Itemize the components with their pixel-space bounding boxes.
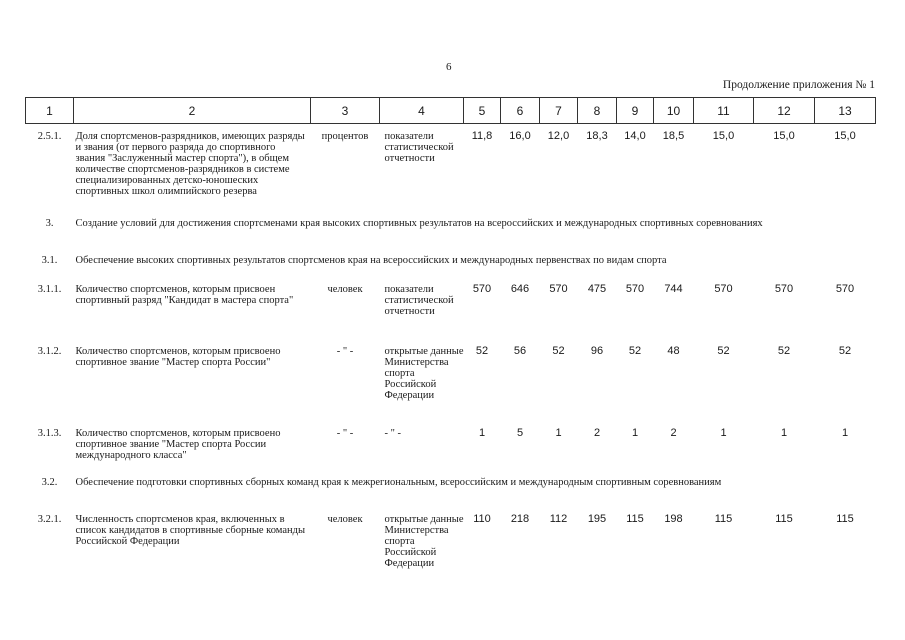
column-number-header: 13 — [815, 98, 876, 124]
indicator-value: 5 — [516, 426, 524, 439]
data-source: открытые данные Министерства спорта Российской Федерации — [384, 345, 464, 401]
indicator-value: 198 — [664, 512, 683, 525]
data-source: открытые данные Министерства спорта Российской Федерации — [384, 513, 464, 569]
table-header-row — [26, 98, 876, 124]
row-code: 3.2.1. — [37, 513, 62, 525]
column-number-header: 9 — [617, 98, 654, 124]
indicator-value: 115 — [836, 512, 854, 525]
indicator-value: 52 — [628, 344, 642, 357]
indicator-value: 570 — [774, 282, 794, 295]
unit-of-measure: человек — [327, 283, 363, 295]
indicator-value: 15,0 — [712, 130, 735, 142]
table-body — [26, 124, 876, 594]
indicator-value: 475 — [587, 282, 607, 295]
indicator-value: 1 — [478, 426, 486, 439]
row-code: 3.1.2. — [37, 345, 62, 357]
indicator-value: 15,0 — [834, 130, 856, 142]
section-row — [26, 477, 876, 514]
indicator-value: 570 — [714, 282, 733, 295]
indicator-value: 195 — [587, 512, 607, 525]
column-number-header: 5 — [464, 98, 501, 124]
unit-of-measure: человек — [327, 513, 363, 525]
indicator-value: 115 — [775, 512, 793, 525]
indicator-value: 52 — [717, 344, 730, 357]
appendix-table-container — [25, 97, 875, 594]
indicator-row — [26, 514, 876, 594]
column-number-header: 2 — [74, 98, 311, 124]
indicator-value: 52 — [475, 344, 489, 357]
indicator-value: 96 — [590, 344, 604, 357]
column-number-header: 10 — [654, 98, 694, 124]
unit-of-measure: - " - — [336, 427, 354, 439]
indicator-value: 570 — [625, 282, 645, 295]
section-row — [26, 255, 876, 284]
column-number-header: 1 — [26, 98, 74, 124]
indicator-row — [26, 428, 876, 477]
indicator-value: 1 — [720, 426, 727, 439]
column-number-header: 7 — [540, 98, 578, 124]
indicator-value: 52 — [838, 344, 852, 357]
row-code: 2.5.1. — [37, 131, 62, 142]
section-title: Обеспечение высоких спортивных результатов спортсменов края на всероссийских и международных первенствах по видам спорта — [75, 254, 667, 266]
indicator-value: 16,0 — [509, 130, 531, 142]
indicator-value: 570 — [549, 282, 568, 295]
section-title: Создание условий для достижения спортсменами края высоких спортивных результатов на всероссийских и международных спортивных соревнованиях — [75, 217, 763, 229]
indicator-row — [26, 284, 876, 346]
data-source: - " - — [384, 427, 402, 439]
column-number-header: 4 — [380, 98, 464, 124]
page-number: 6 — [446, 61, 452, 73]
indicator-value: 18,3 — [586, 130, 608, 142]
row-code: 3. — [45, 217, 54, 229]
indicator-value: 1 — [780, 426, 788, 439]
indicator-row — [26, 346, 876, 428]
column-number-header: 3 — [311, 98, 380, 124]
indicator-value: 18,5 — [662, 130, 685, 142]
indicator-value: 110 — [473, 512, 491, 525]
indicator-value: 48 — [667, 344, 680, 357]
indicator-value: 52 — [552, 344, 565, 357]
row-code: 3.2. — [41, 476, 58, 488]
indicator-value: 56 — [513, 344, 527, 357]
appendix-table — [25, 97, 876, 594]
data-source: показатели статистической отчетности — [384, 283, 454, 317]
section-row — [26, 218, 876, 255]
indicator-value: 11,8 — [471, 130, 493, 142]
indicator-value: 218 — [510, 512, 530, 525]
indicator-description: Количество спортсменов, которым присвоено спортивное звание "Мастер спорта России международного класса" — [75, 427, 281, 461]
indicator-value: 15,0 — [773, 130, 795, 142]
indicator-row — [26, 124, 876, 218]
indicator-value: 12,0 — [547, 130, 570, 142]
indicator-value: 115 — [714, 512, 733, 525]
unit-of-measure: - " - — [336, 345, 354, 357]
unit-of-measure: процентов — [321, 131, 369, 142]
indicator-description: Количество спортсменов, которым присвоен спортивный разряд "Кандидат в мастера спорта" — [75, 283, 294, 306]
indicator-value: 14,0 — [624, 130, 646, 142]
column-number-header: 6 — [501, 98, 540, 124]
column-number-header: 12 — [754, 98, 815, 124]
indicator-value: 2 — [593, 426, 601, 439]
indicator-value: 1 — [631, 426, 639, 439]
indicator-description: Количество спортсменов, которым присвоено спортивное звание "Мастер спорта России" — [75, 345, 281, 368]
indicator-value: 1 — [841, 426, 849, 439]
indicator-value: 2 — [670, 426, 677, 439]
indicator-value: 570 — [472, 282, 492, 295]
row-code: 3.1.3. — [37, 427, 62, 439]
indicator-value: 570 — [835, 282, 855, 295]
indicator-value: 646 — [510, 282, 530, 295]
indicator-value: 115 — [626, 512, 644, 525]
row-code: 3.1.1. — [37, 283, 62, 295]
indicator-value: 52 — [777, 344, 791, 357]
column-number-header: 8 — [578, 98, 617, 124]
row-code: 3.1. — [41, 254, 58, 266]
indicator-value: 112 — [549, 512, 568, 525]
continuation-caption: Продолжение приложения № 1 — [722, 79, 875, 91]
section-title: Обеспечение подготовки спортивных сборных команд края к межрегиональным, всероссийским и международным спортивным соревнованиям — [75, 476, 722, 488]
indicator-description: Доля спортсменов-разрядников, имеющих разряды и звания (от первого разряда до спортивного звания "Заслуженный мастер спорта"), в общем количестве спортсменов-разрядников в системе специализированных детско-юношеских спортивных школ олимпийского резерва — [75, 131, 305, 197]
indicator-description: Численность спортсменов края, включенных в список кандидатов в спортивные сборные команды Российской Федерации — [75, 513, 306, 547]
indicator-value: 1 — [555, 426, 562, 439]
column-number-header: 11 — [694, 98, 754, 124]
data-source: показатели статистической отчетности — [384, 131, 454, 164]
indicator-value: 744 — [664, 282, 683, 295]
